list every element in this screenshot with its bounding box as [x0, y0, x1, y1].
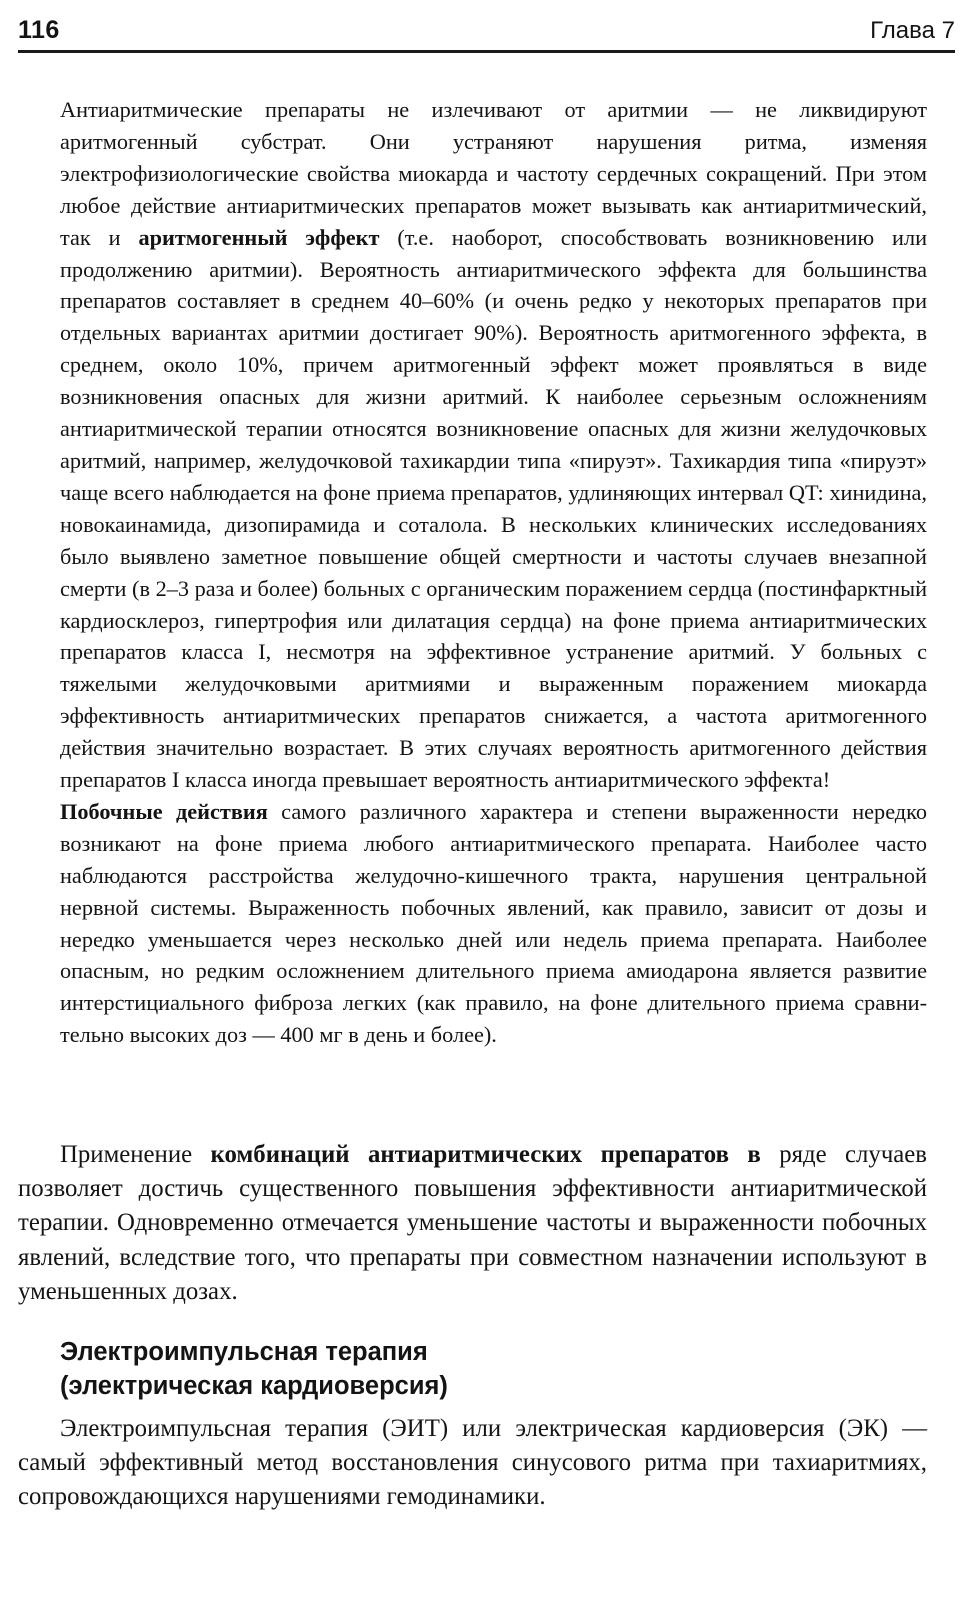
chapter-label: Глава 7 — [870, 17, 955, 44]
section-heading-line-1: Электроимпульсная терапия — [60, 1338, 428, 1366]
small-print-block — [60, 94, 927, 1051]
section-heading-line-2: (электрическая кардиоверсия) — [60, 1372, 448, 1400]
term-drug-combinations: комбинаций антиаритмических препаратов в — [210, 1141, 761, 1168]
combination-therapy-paragraph — [18, 1138, 927, 1309]
inset-paragraph-side-effects — [60, 796, 927, 1051]
inset-p1-text-end: (т.е. наоборот, способствовать возникновению или продолжению аритмии). Вероятность антиаритмического эффекта для большинства препаратов составляет в среднем 40–60% (и очень редко у некоторых препаратов при отдельных вариантах аритмии достигает 90%). Вероятность аритмогенного эффекта, в среднем, около 10%, причем аритмогенный эффект может проявляться в виде возникновения опасных для жизни аритмий. К наиболее серьезным осложнениям антиаритмической терапии относятся возникновение опасных для жизни желудочковых аритмий, например, желудочковой тахикардии типа «пируэт». Тахикардия типа «пируэт» чаще всего наблюдается на фоне приема препаратов, удлиняющих интервал QT: хинидина, новокаинамида, дизопирамида и соталола. В нескольких клинических исследованиях было выявлено заметное повышение общей смертности и частоты случаев внезапной смерти (в 2–3 раза и более) больных с органическим поражением сердца (постинфарктный кардиосклероз, гипертрофия или дилатация сердца) на фоне приема антиаритмических препаратов класса I, несмотря на эффективное устранение аритмий. У больных с тяжелыми желудочковыми аритмиями и выраженным поражением миокарда эффективность антиаритмических препаратов снижается, а частота аритмогенного действия значительно возрастает. В этих случаях вероятность аритмогенного действия препаратов I класса иногда превышает вероятность антиаритмического эффекта! — [60, 224, 928, 793]
inset-paragraph-antiarrhythmic-effect — [60, 94, 927, 796]
section-heading — [60, 1335, 920, 1403]
combo-text-start: Применение — [60, 1141, 211, 1168]
combo-text-end: ряде случаев позволяет достичь существенного повышения эффективности антиаритмической терапии. Одновременно отмечается уменьшение частоты и выраженности побочных явлений, вследствие того, что препараты при совместном назначении используют в уменьшенных дозах. — [18, 1141, 928, 1305]
cardioversion-block — [18, 1412, 927, 1515]
term-side-effects: Побочные действия — [60, 798, 268, 824]
term-arrhythmogenic-effect: аритмогенный эффект — [138, 224, 380, 250]
page-number: 116 — [18, 16, 60, 44]
inset-p1-text-start: Антиаритмические препараты не излечивают от аритмии — не ликвидируют аритмогенный субстрат. Они устраняют нарушения ритма, изменяя электрофизиологические свойства миокарда и частоту сердечных сокращений. При этом любое действие антиаритмических препаратов может вызывать как антиаритмический, так и — [60, 97, 927, 250]
running-header — [18, 14, 955, 53]
combination-therapy-block — [18, 1138, 927, 1309]
inset-p2-text: самого различного характера и степени выраженности нередко возникают на фоне приема любого антиаритмического препарата. Наиболее часто наблюдаются расстройства желудочно-кишечного тракта, нарушения центральной нервной системы. Выраженность побочных явлений, как правило, зависит от дозы и нередко уменьшается через несколько дней или недель приема препарата. Наиболее опасным, но редким осложнением длительного приема амиодарона является развитие интерстициального фиброза легких (как правило, на фоне длительного приема сравнительно высоких доз — 400 мг в день и более). — [60, 798, 927, 1048]
cardioversion-paragraph: Электроимпульсная терапия (ЭИТ) или электрическая кардиоверсия (ЭК) — самый эффективный метод восстановления синусового ритма при тахиаритмиях, сопровождающихся нарушениями гемодинамики. — [18, 1415, 927, 1511]
